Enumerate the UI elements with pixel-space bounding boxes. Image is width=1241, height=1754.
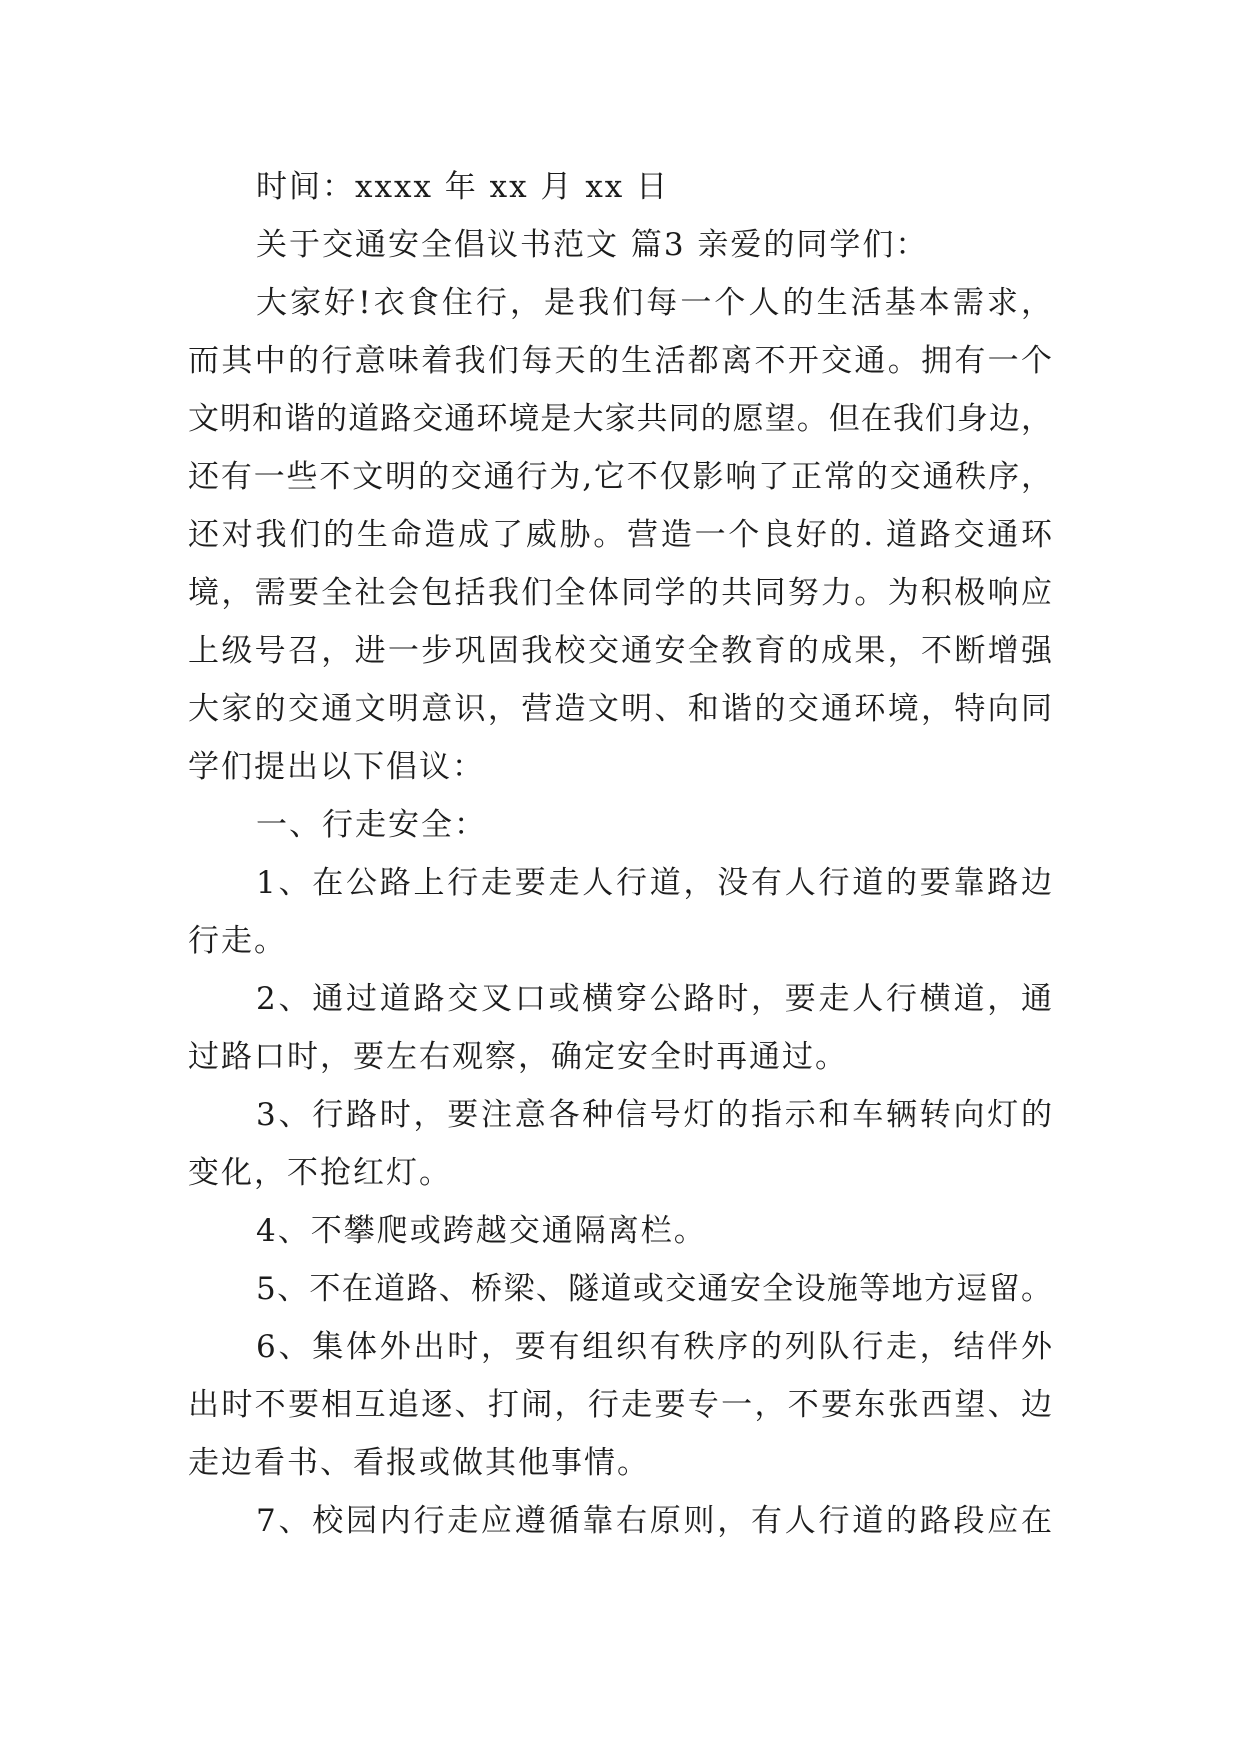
text-line: 还对我们的生命造成了威胁。营造一个良好的. 道路交通环 — [188, 517, 1052, 553]
document-text-block — [188, 158, 1052, 1550]
text-line-item-7: 7、校园内行走应遵循靠右原则，有人行道的路段应在 — [256, 1503, 1052, 1539]
text-line: 上级号召，进一步巩固我校交通安全教育的成果，不断增强 — [188, 633, 1052, 669]
text-line-item-2: 2、通过道路交叉口或横穿公路时，要走人行横道，通 — [256, 981, 1052, 1017]
text-line: 而其中的行意味着我们每天的生活都离不开交通。拥有一个 — [188, 343, 1052, 379]
text-line-heading: 关于交通安全倡议书范文 篇3 亲爱的同学们： — [256, 227, 929, 263]
text-line: 变化，不抢红灯。 — [188, 1155, 452, 1191]
text-line: 学们提出以下倡议： — [188, 749, 485, 785]
text-line-item-3: 3、行路时，要注意各种信号灯的指示和车辆转向灯的 — [256, 1097, 1052, 1133]
text-line-section: 一、行走安全： — [256, 807, 487, 843]
text-line-item-5: 5、不在道路、桥梁、隧道或交通安全设施等地方逗留。 — [256, 1271, 1052, 1307]
text-line-item-6: 6、集体外出时，要有组织有秩序的列队行走，结伴外 — [256, 1329, 1052, 1365]
text-line: 还有一些不文明的交通行为,它不仅影响了正常的交通秩序， — [188, 459, 1052, 495]
text-line: 出时不要相互追逐、打闹，行走要专一，不要东张西望、边 — [188, 1387, 1052, 1423]
text-line: 大家的交通文明意识，营造文明、和谐的交通环境，特向同 — [188, 691, 1052, 727]
text-line: 行走。 — [188, 923, 287, 959]
text-line: 文明和谐的道路交通环境是大家共同的愿望。但在我们身边， — [188, 401, 1052, 437]
text-line: 走边看书、看报或做其他事情。 — [188, 1445, 650, 1481]
text-line-date: 时间：xxxx 年 xx 月 xx 日 — [256, 169, 670, 205]
text-line: 大家好!衣食住行，是我们每一个人的生活基本需求， — [256, 285, 1052, 321]
text-line: 境，需要全社会包括我们全体同学的共同努力。为积极响应 — [188, 575, 1052, 611]
text-line-item-1: 1、在公路上行走要走人行道，没有人行道的要靠路边 — [256, 865, 1052, 901]
text-line: 过路口时，要左右观察，确定安全时再通过。 — [188, 1039, 848, 1075]
text-line-item-4: 4、不攀爬或跨越交通隔离栏。 — [256, 1213, 707, 1249]
